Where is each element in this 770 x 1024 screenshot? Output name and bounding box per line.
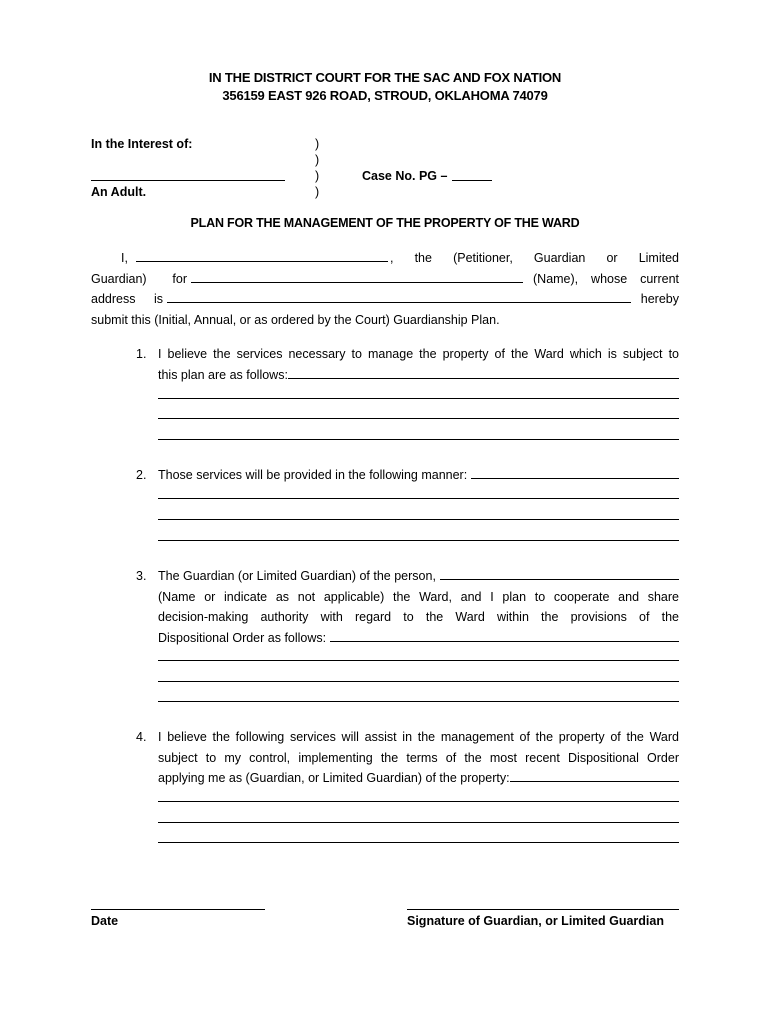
adult-label: An Adult. (91, 185, 147, 199)
item-4 (158, 727, 679, 789)
intro-line3-end: hereby (640, 292, 679, 306)
item-3-person-blank[interactable] (440, 568, 679, 580)
item-2-blank-line[interactable] (158, 498, 679, 499)
document-title: PLAN FOR THE MANAGEMENT OF THE PROPERTY OF THE WARD (190, 216, 580, 230)
date-label: Date (91, 914, 119, 928)
item-2-line1: Those services will be provided in the following manner: (158, 468, 468, 482)
intro-line2-end: (Name), whose current (533, 271, 679, 286)
item-4-line2: subject to my control, implementing the terms of the most recent Dispositional Order (158, 750, 679, 765)
paren-2: ) (315, 153, 320, 167)
item-3-line1: The Guardian (or Limited Guardian) of the person, (158, 569, 436, 583)
case-number-label: Case No. PG – (362, 169, 448, 183)
court-address: 356159 EAST 926 ROAD, STROUD, OKLAHOMA 74079 (222, 88, 548, 103)
item-4-line3: applying me as (Guardian, or Limited Guardian) of the property: (158, 771, 510, 785)
item-3-line2: (Name or indicate as not applicable) the Ward, and I plan to cooperate and share (158, 589, 679, 604)
court-title: IN THE DISTRICT COURT FOR THE SAC AND FOX NATION (208, 70, 562, 85)
item-1-blank-line[interactable] (158, 398, 679, 399)
item-2-number: 2. (136, 468, 147, 482)
item-2-blank-line[interactable] (158, 540, 679, 541)
item-1-blank-line[interactable] (158, 418, 679, 419)
paren-4: ) (315, 185, 320, 199)
item-3-line4: Dispositional Order as follows: (158, 630, 327, 645)
item-4-blank-line[interactable] (158, 801, 679, 802)
item-3-blank-inline[interactable] (330, 630, 679, 642)
item-4-line1: I believe the following services will assist in the management of the property of the Ward (158, 730, 679, 744)
item-2-blank-line[interactable] (158, 519, 679, 520)
interest-label: In the Interest of: (91, 137, 193, 151)
item-3-blank-line[interactable] (158, 681, 679, 682)
intro-paragraph (91, 248, 679, 330)
intro-line3-start: address is (91, 292, 163, 306)
signature-blank[interactable] (407, 909, 679, 910)
item-4-blank-inline[interactable] (510, 770, 679, 782)
item-4-blank-line[interactable] (158, 822, 679, 823)
item-3-blank-line[interactable] (158, 701, 679, 702)
case-number-blank[interactable] (452, 180, 492, 181)
signature-label: Signature of Guardian, or Limited Guardian (407, 914, 664, 928)
intro-i: I, (121, 251, 128, 265)
item-3-blank-line[interactable] (158, 660, 679, 661)
item-4-number: 4. (136, 730, 147, 744)
address-blank[interactable] (167, 291, 631, 303)
intro-line4: submit this (Initial, Annual, or as ordered by the Court) Guardianship Plan. (91, 312, 500, 327)
item-1-number: 1. (136, 347, 147, 361)
item-1-line1: I believe the services necessary to manage the property of the Ward which is subject to (158, 347, 679, 361)
paren-3: ) (315, 169, 320, 183)
intro-line1-text: , the (Petitioner, Guardian or Limited (390, 251, 679, 265)
item-1-blank-line[interactable] (158, 439, 679, 440)
item-2-blank-inline[interactable] (471, 467, 679, 479)
intro-line2-start: Guardian) for (91, 271, 187, 286)
item-1-line2: this plan are as follows: (158, 367, 288, 382)
paren-1: ) (315, 137, 320, 151)
item-3 (158, 566, 679, 648)
item-3-line3: decision-making authority with regard to the Ward within the provisions of the (158, 610, 679, 624)
item-1-blank-inline[interactable] (288, 367, 679, 379)
ward-name-blank[interactable] (191, 271, 523, 283)
item-2 (158, 465, 679, 486)
item-1 (158, 344, 679, 385)
item-4-blank-line[interactable] (158, 842, 679, 843)
petitioner-name-blank[interactable] (136, 250, 388, 262)
date-blank[interactable] (91, 909, 265, 910)
item-3-number: 3. (136, 569, 147, 583)
name-blank[interactable] (91, 180, 285, 181)
